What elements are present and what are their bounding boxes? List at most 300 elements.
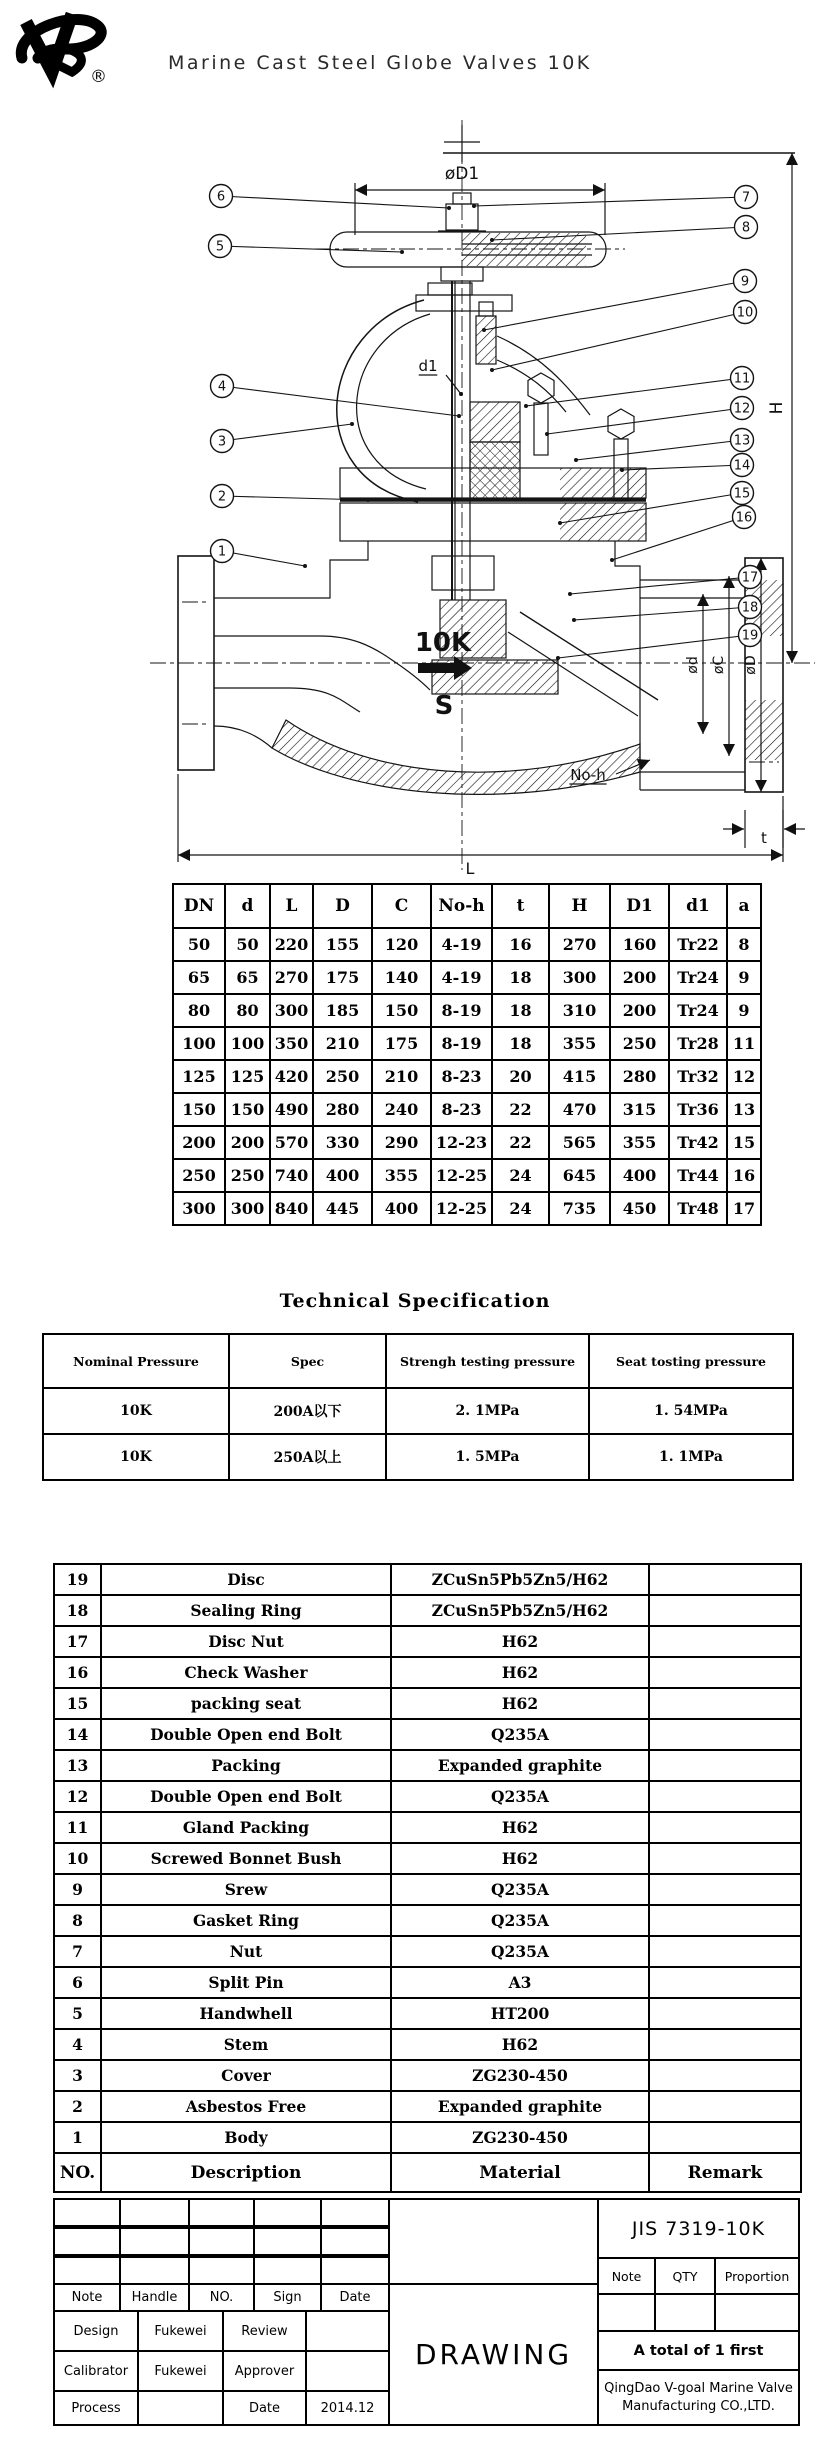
table-cell: Material [391,2153,649,2192]
registered-icon: ® [90,67,107,87]
table-cell: 8-19 [431,994,492,1027]
table-cell: Q235A [391,1874,649,1905]
table-row [173,1159,761,1192]
table-cell: Asbestos Free [101,2091,391,2122]
title-block-empty-cell [119,2198,190,2227]
table-cell: 8-23 [431,1093,492,1126]
callout-number: 9 [740,274,750,290]
table-cell: DN [173,884,225,928]
table-cell: Q235A [391,1936,649,1967]
table-row [43,1434,793,1480]
table-cell: 400 [372,1192,431,1225]
table-cell: Double Open end Bolt [101,1719,391,1750]
table-cell: 9 [727,994,761,1027]
table-cell: 250 [610,1027,669,1060]
dim-label-s: S [434,691,454,721]
table-cell: 185 [313,994,372,1027]
company-name [597,2369,800,2426]
tb-process-date-value: 2014.12 [305,2390,390,2426]
parts-row [54,2122,801,2153]
table-row [173,1093,761,1126]
table-cell: 315 [610,1093,669,1126]
table-cell: 200 [610,994,669,1027]
callout-number: 10 [736,305,754,321]
table-cell: 300 [225,1192,270,1225]
table-cell: 200A以下 [229,1388,386,1434]
parts-row [54,2060,801,2091]
parts-row [54,1688,801,1719]
dim-label-10k: 10K [414,628,472,658]
table-cell: 22 [492,1126,549,1159]
table-cell: No-h [431,884,492,928]
table-cell: Tr42 [669,1126,727,1159]
table-cell: 1. 5MPa [386,1434,589,1480]
spec-table-body [43,1388,793,1480]
table-cell: H62 [391,1843,649,1874]
table-row [173,1027,761,1060]
table-cell: Q235A [391,1781,649,1812]
table-cell: Spec [229,1334,386,1388]
table-cell [649,2029,801,2060]
table-cell: 18 [492,994,549,1027]
tb-qty-value [654,2293,716,2332]
parts-row [54,1905,801,1936]
tb-process-name [137,2390,224,2426]
parts-list-body [54,1564,801,2192]
table-cell: 350 [270,1027,313,1060]
table-cell: 400 [610,1159,669,1192]
parts-row [54,1657,801,1688]
table-cell: 445 [313,1192,372,1225]
table-cell: 450 [610,1192,669,1225]
table-cell: Gasket Ring [101,1905,391,1936]
table-cell: Stem [101,2029,391,2060]
table-cell: Srew [101,1874,391,1905]
table-cell [649,1812,801,1843]
table-cell: Expanded graphite [391,1750,649,1781]
table-cell: 12 [54,1781,101,1812]
table-cell: 16 [492,928,549,961]
tb-review-value [305,2310,390,2352]
title-block-empty-cell [320,2256,390,2285]
table-cell: 4-19 [431,961,492,994]
table-cell: 50 [225,928,270,961]
table-cell: 1. 1MPa [589,1434,793,1480]
table-cell: t [492,884,549,928]
table-cell: 570 [270,1126,313,1159]
table-cell: Nut [101,1936,391,1967]
spec-table [42,1333,794,1481]
parts-list-table [53,1563,802,2193]
table-cell: 12 [727,1060,761,1093]
table-cell: 13 [54,1750,101,1781]
table-cell: 355 [549,1027,610,1060]
table-row [173,994,761,1027]
tb-process-date-label: Date [222,2390,307,2426]
callout-number: 2 [217,489,227,505]
table-cell [649,1719,801,1750]
parts-row [54,1874,801,1905]
callout-number: 1 [217,544,227,560]
table-cell: 1. 54MPa [589,1388,793,1434]
callout-number: 12 [733,401,751,417]
table-cell: 14 [54,1719,101,1750]
table-cell: 18 [492,961,549,994]
table-cell: Screwed Bonnet Bush [101,1843,391,1874]
table-cell: Expanded graphite [391,2091,649,2122]
table-cell: Nominal Pressure [43,1334,229,1388]
table-cell: ZG230-450 [391,2122,649,2153]
parts-row [54,1781,801,1812]
title-block-empty-cell [188,2256,255,2285]
table-cell: Tr24 [669,994,727,1027]
table-cell: 140 [372,961,431,994]
standard-number: JIS 7319-10K [597,2198,800,2259]
title-block-empty-cell [53,2256,121,2285]
dim-label-d: øD [743,655,759,675]
table-cell: 270 [549,928,610,961]
title-block-empty-cell [53,2198,121,2227]
callout-number: 8 [741,220,751,236]
table-cell: ZG230-450 [391,2060,649,2091]
table-cell: NO. [54,2153,101,2192]
table-cell: 22 [492,1093,549,1126]
parts-row [54,1626,801,1657]
table-cell: 280 [610,1060,669,1093]
table-cell [649,1657,801,1688]
tb-proportion-value [714,2293,800,2332]
callout-number: 3 [217,434,227,450]
table-cell [649,1967,801,1998]
table-cell: 100 [225,1027,270,1060]
tb-note-label: Note [53,2283,121,2312]
valve-geometry [150,120,815,870]
table-cell: 840 [270,1192,313,1225]
table-cell: Q235A [391,1905,649,1936]
table-cell: Tr36 [669,1093,727,1126]
table-cell: Tr44 [669,1159,727,1192]
table-cell: 80 [225,994,270,1027]
table-cell: 24 [492,1192,549,1225]
table-cell: Disc Nut [101,1626,391,1657]
table-cell: 125 [225,1060,270,1093]
parts-row [54,1936,801,1967]
table-cell: HT200 [391,1998,649,2029]
table-cell: Gland Packing [101,1812,391,1843]
table-cell: Cover [101,2060,391,2091]
table-cell: H62 [391,1626,649,1657]
table-cell [649,1688,801,1719]
table-row [173,1126,761,1159]
table-cell: 250A以上 [229,1434,386,1480]
table-cell: 100 [173,1027,225,1060]
title-block-empty-cell [119,2227,190,2256]
title-block-empty-cell [53,2227,121,2256]
tb-review-label: Review [222,2310,307,2352]
table-cell: A3 [391,1967,649,1998]
table-cell: 735 [549,1192,610,1225]
table-cell: Disc [101,1564,391,1595]
table-cell: Tr22 [669,928,727,961]
tb-design-name: Fukewei [137,2310,224,2352]
tb-design-label: Design [53,2310,139,2352]
dimension-table-body [173,928,761,1225]
spec-heading: Technical Specification [279,1290,551,1312]
table-cell: ZCuSn5Pb5Zn5/H62 [391,1564,649,1595]
title-block-empty-cell [253,2198,322,2227]
table-cell: 400 [313,1159,372,1192]
vgoal-logo [12,6,112,92]
table-cell: L [270,884,313,928]
parts-row [54,1564,801,1595]
table-cell: 20 [492,1060,549,1093]
parts-header-row [54,2153,801,2192]
callout-number: 19 [741,628,759,644]
table-cell: 150 [225,1093,270,1126]
table-cell: 8 [54,1905,101,1936]
dim-label-h: H [767,401,787,415]
table-cell: 300 [173,1192,225,1225]
drawing-cell-top [388,2198,599,2285]
company-line1: QingDao V-goal Marine Valve [604,2380,793,2396]
table-cell [649,2091,801,2122]
table-cell: 6 [54,1967,101,1998]
table-cell: 15 [54,1688,101,1719]
table-cell [649,1874,801,1905]
table-cell: 300 [270,994,313,1027]
table-cell: 8-19 [431,1027,492,1060]
page-title: Marine Cast Steel Globe Valves 10K [168,52,592,74]
table-cell: 17 [727,1192,761,1225]
title-block-empty-cell [320,2227,390,2256]
table-cell: 210 [372,1060,431,1093]
table-cell: H62 [391,1688,649,1719]
table-cell [649,1626,801,1657]
table-cell: Q235A [391,1719,649,1750]
table-cell: Body [101,2122,391,2153]
table-cell: 18 [492,1027,549,1060]
table-cell: 3 [54,2060,101,2091]
table-cell: Handwhell [101,1998,391,2029]
table-cell [649,1998,801,2029]
table-cell: 12-25 [431,1192,492,1225]
title-block-empty-cell [253,2256,322,2285]
table-cell: 175 [372,1027,431,1060]
tb-qty-note-label: Note [597,2257,656,2295]
table-cell: Tr48 [669,1192,727,1225]
table-cell: 17 [54,1626,101,1657]
callout-number: 15 [733,486,751,502]
table-cell [649,1564,801,1595]
table-cell: 220 [270,928,313,961]
parts-row [54,2029,801,2060]
table-cell: 4 [54,2029,101,2060]
parts-row [54,1843,801,1874]
dim-label-l: L [465,859,475,878]
table-cell: H62 [391,1657,649,1688]
table-cell: 250 [313,1060,372,1093]
table-cell: Description [101,2153,391,2192]
table-cell: 160 [610,928,669,961]
table-cell [649,1750,801,1781]
table-cell: 290 [372,1126,431,1159]
table-cell: 240 [372,1093,431,1126]
table-cell: 8 [727,928,761,961]
callout-number: 4 [217,379,227,395]
table-cell: H62 [391,1812,649,1843]
table-cell: 125 [173,1060,225,1093]
spec-table-header [43,1334,793,1388]
table-cell: 740 [270,1159,313,1192]
table-cell: 415 [549,1060,610,1093]
tb-no-label: NO. [188,2283,255,2312]
table-cell: a [727,884,761,928]
tb-qty-label: QTY [654,2257,716,2295]
table-cell: 150 [173,1093,225,1126]
table-cell: Check Washer [101,1657,391,1688]
tb-calibrator-label: Calibrator [53,2350,139,2392]
table-cell: 15 [727,1126,761,1159]
table-cell: 420 [270,1060,313,1093]
table-cell: 16 [54,1657,101,1688]
table-cell: Double Open end Bolt [101,1781,391,1812]
table-cell: D1 [610,884,669,928]
title-block-empty-cell [320,2198,390,2227]
drawing-title: DRAWING [388,2283,599,2426]
tb-process-label: Process [53,2390,139,2426]
dim-label-noh: No-h [570,766,606,784]
table-cell: 5 [54,1998,101,2029]
table-cell: 300 [549,961,610,994]
dim-label-d: ød [685,656,701,674]
parts-row [54,2091,801,2122]
callout-number: 17 [741,570,759,586]
table-cell: 16 [727,1159,761,1192]
table-cell: Sealing Ring [101,1595,391,1626]
table-cell: ZCuSn5Pb5Zn5/H62 [391,1595,649,1626]
table-cell: C [372,884,431,928]
table-cell: 270 [270,961,313,994]
parts-row [54,1812,801,1843]
table-cell: 250 [173,1159,225,1192]
callout-number: 18 [741,600,759,616]
table-cell: 10 [54,1843,101,1874]
table-cell: d1 [669,884,727,928]
table-cell: 80 [173,994,225,1027]
table-cell: Seat tosting pressure [589,1334,793,1388]
parts-row [54,1719,801,1750]
table-row [43,1388,793,1434]
parts-row [54,1750,801,1781]
table-cell: 355 [610,1126,669,1159]
tb-approver-value [305,2350,390,2392]
table-cell: 13 [727,1093,761,1126]
table-cell: 470 [549,1093,610,1126]
table-cell: 12-25 [431,1159,492,1192]
table-cell [649,1595,801,1626]
table-cell: 490 [270,1093,313,1126]
dim-label-t: t [761,829,767,847]
dim-label-d1: d1 [418,357,438,375]
parts-row [54,1967,801,1998]
table-cell: 200 [173,1126,225,1159]
table-cell: 250 [225,1159,270,1192]
table-cell: 11 [54,1812,101,1843]
table-cell: Tr24 [669,961,727,994]
dimension-table-header [173,884,761,928]
table-cell: Remark [649,2153,801,2192]
table-cell: 2. 1MPa [386,1388,589,1434]
table-cell: 24 [492,1159,549,1192]
table-cell: 12-23 [431,1126,492,1159]
callout-number: 13 [733,433,751,449]
title-block-empty-cell [119,2256,190,2285]
title-block-empty-cell [188,2198,255,2227]
table-cell: 10K [43,1434,229,1480]
table-cell: Tr28 [669,1027,727,1060]
table-cell: 645 [549,1159,610,1192]
tb-sign-label: Sign [253,2283,322,2312]
tb-approver-label: Approver [222,2350,307,2392]
callout-number: 5 [215,239,225,255]
table-cell: 150 [372,994,431,1027]
table-cell: 355 [372,1159,431,1192]
parts-row [54,1998,801,2029]
table-cell: 175 [313,961,372,994]
table-cell: 310 [549,994,610,1027]
total-label: A total of 1 first [597,2330,800,2371]
table-cell: H [549,884,610,928]
table-cell: 155 [313,928,372,961]
table-cell: 9 [727,961,761,994]
callout-number: 11 [733,371,751,387]
table-cell: 7 [54,1936,101,1967]
table-cell: 280 [313,1093,372,1126]
table-cell: 120 [372,928,431,961]
tb-qty-note-value [597,2293,656,2332]
table-cell [649,1843,801,1874]
table-cell: 50 [173,928,225,961]
table-cell: 65 [225,961,270,994]
table-cell [649,1781,801,1812]
table-cell: 330 [313,1126,372,1159]
table-cell: H62 [391,2029,649,2060]
table-cell: 1 [54,2122,101,2153]
tb-calibrator-name: Fukewei [137,2350,224,2392]
valve-cross-section-drawing [0,85,830,880]
table-cell [649,1905,801,1936]
callout-number: 16 [735,510,753,526]
table-cell: D [313,884,372,928]
table-cell: d [225,884,270,928]
table-cell: 4-19 [431,928,492,961]
table-cell: 10K [43,1388,229,1434]
table-cell: 2 [54,2091,101,2122]
callout-number: 7 [741,190,751,206]
parts-row [54,1595,801,1626]
table-row [173,961,761,994]
title-block-empty-cell [253,2227,322,2256]
title-block-empty-cell [188,2227,255,2256]
table-cell: 210 [313,1027,372,1060]
table-cell: packing seat [101,1688,391,1719]
callout-number: 6 [216,189,226,205]
table-cell: 565 [549,1126,610,1159]
table-cell: 9 [54,1874,101,1905]
table-row [173,1192,761,1225]
table-cell: 65 [173,961,225,994]
dimension-table [172,883,762,1226]
